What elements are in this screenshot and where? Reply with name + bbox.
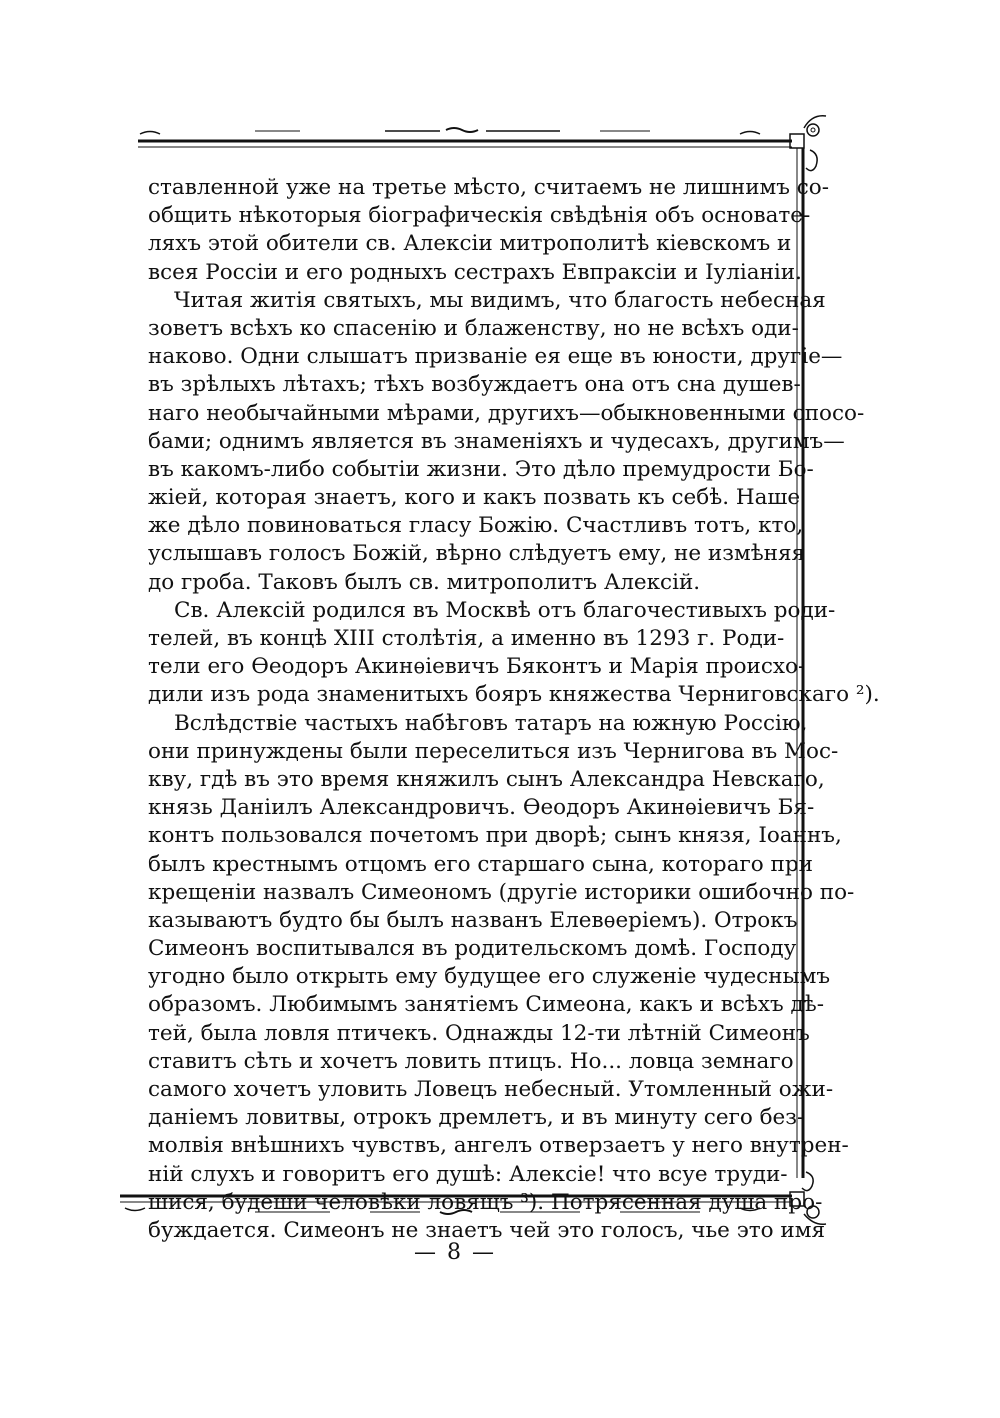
text-line: шися, будеши человѣки ловящъ ³). Потрясенная душа про-	[148, 1189, 823, 1215]
text-line: Читая житія святыхъ, мы видимъ, что благость небесная	[174, 287, 826, 313]
text-line: ставитъ сѣть и хочетъ ловить птицъ. Но... ловца земнаго	[148, 1048, 794, 1074]
text-line: образомъ. Любимымъ занятіемъ Симеона, какъ и всѣхъ дѣ-	[148, 992, 824, 1018]
page-number: — 8 —	[414, 1240, 496, 1265]
body-text	[148, 174, 880, 1245]
text-line: самого хочетъ уловить Ловецъ небесный. Утомленный ожи-	[148, 1077, 834, 1102]
text-line: наго необычайными мѣрами, другихъ—обыкновенными спосо-	[148, 400, 865, 426]
text-line: Св. Алексій родился въ Москвѣ отъ благочестивыхъ роди-	[174, 597, 836, 623]
text-line: услышавъ голосъ Божій, вѣрно слѣдуетъ ему, не измѣняя	[148, 541, 806, 567]
text-line: всея Россіи и его родныхъ сестрахъ Евпраксіи и Іуліаніи.	[148, 259, 802, 285]
text-line: они принуждены были переселиться изъ Чернигова въ Мос-	[148, 738, 839, 764]
text-line: наково. Одни слышатъ призваніе ея еще въ юности, другіе—	[148, 344, 843, 370]
text-line: кву, гдѣ въ это время княжилъ сынъ Александра Невскаго,	[148, 766, 825, 792]
text-line: общить нѣкоторыя біографическія свѣдѣнія объ основате-	[148, 203, 811, 229]
text-line: тей, была ловля птичекъ. Однажды 12-ти лѣтній Симеонъ	[148, 1020, 810, 1046]
text-line: крещеніи назвалъ Симеономъ (другіе историки ошибочно по-	[148, 879, 855, 905]
text-line: ляхъ этой обители св. Алексіи митрополитѣ кіевскомъ и	[148, 231, 792, 257]
text-line: контъ пользовался почетомъ при дворѣ; сынъ князя, Іоаннъ,	[148, 823, 842, 849]
text-line: буждается. Симеонъ не знаетъ чей это голосъ, чье это имя	[148, 1217, 826, 1243]
text-line: Симеонъ воспитывался въ родительскомъ домѣ. Господу	[148, 936, 797, 962]
text-line: ставленной уже на третье мѣсто, считаемъ не лишнимъ со-	[148, 175, 830, 200]
text-line: тели его Ѳеодоръ Акинѳіевичъ Бяконтъ и Марія происхо-	[148, 654, 806, 680]
text-line: былъ крестнымъ отцомъ его старшаго сына, котораго при	[148, 851, 813, 877]
text-line: въ зрѣлыхъ лѣтахъ; тѣхъ возбуждаетъ она отъ сна душев-	[148, 372, 801, 398]
text-line: дили изъ рода знаменитыхъ бояръ княжества Черниговскаго ²).	[148, 682, 880, 708]
text-line: жіей, которая знаетъ, кого и какъ позвать къ себѣ. Наше	[148, 485, 801, 511]
text-line: князь Даніилъ Александровичъ. Ѳеодоръ Акинѳіевичъ Бя-	[148, 795, 815, 821]
text-line: Вслѣдствіе частыхъ набѣговъ татаръ на южную Россію,	[174, 710, 808, 736]
corner-flourish-top-right	[790, 116, 826, 171]
text-line: телей, въ концѣ XIII столѣтія, а именно въ 1293 г. Роди-	[148, 626, 785, 651]
text-line: молвія внѣшнихъ чувствъ, ангелъ отверзаетъ у него внутрен-	[148, 1133, 849, 1159]
text-line: зоветъ всѣхъ ко спасенію и блаженству, но не всѣхъ оди-	[148, 315, 799, 341]
text-line: казываютъ будто бы былъ названъ Елевѳеріемъ). Отрокъ	[148, 907, 798, 933]
text-line: даніемъ ловитвы, отрокъ дремлетъ, и въ минуту сего без-	[148, 1105, 805, 1131]
text-line: до гроба. Таковъ былъ св. митрополитъ Алексій.	[148, 569, 701, 595]
text-line: ній слухъ и говоритъ его душѣ: Алексіе! что всуе труди-	[148, 1161, 788, 1187]
text-line: бами; однимъ является въ знаменіяхъ и чудесахъ, другимъ—	[148, 428, 845, 454]
top-rule	[138, 128, 792, 147]
text-line: же дѣло повиноваться гласу Божію. Счастливъ тотъ, кто,	[148, 513, 804, 539]
text-line: въ какомъ-либо событіи жизни. Это дѣло премудрости Бо-	[148, 456, 814, 482]
text-line: угодно было открыть ему будущее его служеніе чудеснымъ	[148, 964, 831, 990]
